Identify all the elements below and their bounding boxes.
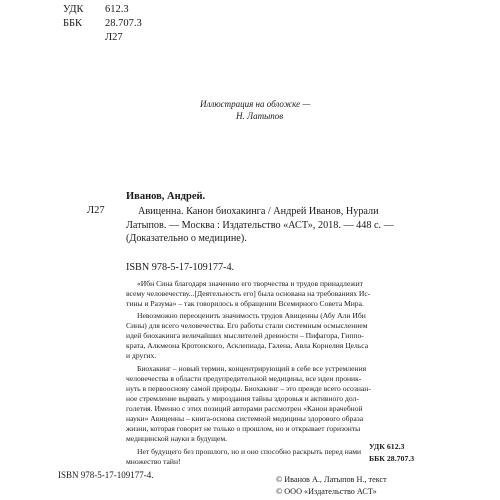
annotation-line: Сины) для всего человечества. Его работы стали системным осмыслением <box>126 321 368 330</box>
annotation-line: Нет будущего без прошлого, но и оно способно раскрыть перед нами <box>137 447 362 456</box>
annotation-line: Невозможно переоценить значимость трудов Авиценны (Абу Али Ибн <box>137 311 366 320</box>
copyright-line: © ООО «Издательство АСТ» <box>276 487 377 496</box>
footer-isbn: ISBN 978-5-17-109177-4. <box>58 470 154 480</box>
annotation-line: тины и Разума» – так говорилось в обращении Всемирного Совета Мира. <box>126 299 364 308</box>
bbk-label: ББК <box>63 18 83 29</box>
record-author: Иванов, Андрей. <box>126 191 206 202</box>
record-author-mark: Л27 <box>87 205 105 216</box>
record-description-line: (Доказательно о медицине). <box>126 233 247 244</box>
annotation-line: человечества в области предупредительной медицины, все идеи проник- <box>126 374 362 383</box>
record-description <box>126 205 418 246</box>
annotation-line: идей биохакинга величайших мыслителей древности – Пифагора, Гиппо- <box>126 331 364 340</box>
annotation-line: и других. <box>126 351 157 360</box>
footer-bbk: ББК 28.707.3 <box>369 454 415 463</box>
record-description-line: Авиценна. Канон биохакинга / Андрей Иванов, Нурали <box>138 206 379 217</box>
udk-label: УДК <box>63 4 84 15</box>
illustration-credit-line2: Н. Латыпов <box>236 111 284 121</box>
annotation-paragraph-3 <box>126 364 426 444</box>
annotation-line: всему человечеству...[Деятельность его] была основана на требованиях Ис- <box>126 289 371 298</box>
annotation-line: «Ибн Сина благодаря значению его творчества и трудов принадлежит <box>137 279 363 288</box>
bbk-value: 28.707.3 <box>105 18 142 29</box>
annotation-line: науки» Авиценны – книга-основа системной медицины здорового образа <box>126 414 364 423</box>
annotation-line: множество тайн! <box>126 457 181 466</box>
annotation-line: нуть в первооснову самой природы. Биохакинг – это прежде всего осознан- <box>126 384 371 393</box>
annotation-line: ное стремление вырвать у мироздания тайны здоровья и активного дол- <box>126 394 359 403</box>
illustration-credit-line1: Иллюстрация на обложке — <box>200 99 311 109</box>
annotation-paragraph-1 <box>126 279 426 309</box>
copyright-line: © Иванов А., Латыпов Н., текст <box>276 475 387 484</box>
annotation-line: жизни, которая говорит не только о прошлом, но и открывает горизонты <box>126 424 361 433</box>
annotation-paragraph-2 <box>126 311 426 361</box>
record-isbn: ISBN 978-5-17-109177-4. <box>126 262 235 273</box>
record-description-line: Латыпов. — Москва : Издательство «АСТ», 2018. — 448 с. — <box>126 219 394 231</box>
footer-udk: УДК 612.3 <box>369 442 405 451</box>
annotation-line: голетия. Именно с этих позиций авторами рассмотрен «Канон врачебной <box>126 404 363 413</box>
author-mark-top <box>105 31 123 44</box>
author-mark-top-text: Л27 <box>105 32 123 43</box>
illustration-credit <box>200 98 360 122</box>
annotation-line: Биохакинг – новый термин, концентрирующий в себе все устремления <box>137 364 367 373</box>
annotation-line: крата, Алкмеона Кротонского, Асклепиада, Галена, Авла Корнелия Цельса <box>126 341 369 350</box>
annotation-line: медицинской науки в будущем. <box>126 434 228 443</box>
udk-value: 612.3 <box>105 4 129 15</box>
